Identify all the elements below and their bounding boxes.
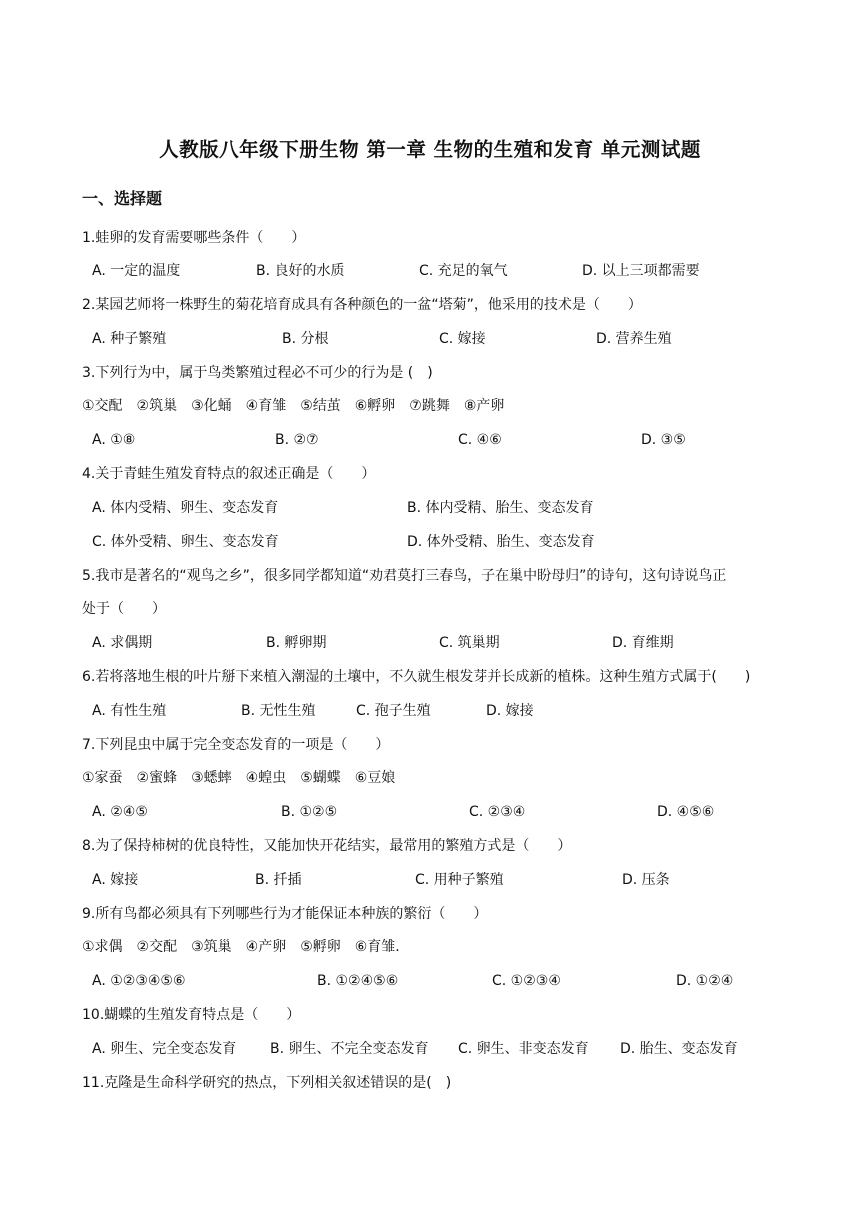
- section-heading: 一、选择题: [82, 189, 163, 208]
- question-stem: 2.某园艺师将一株野生的菊花培育成具有各种颜色的一盆“塔菊”，他采用的技术是（ ）: [82, 297, 642, 313]
- option-c: C. ④⑥: [458, 432, 502, 448]
- option-b: B. 无性生殖: [241, 703, 316, 719]
- question-stem: 5.我市是著名的“观鸟之乡”，很多同学都知道“劝君莫打三春鸟，子在巢中盼母归”的诗句，这句诗说鸟正: [82, 568, 727, 584]
- option-d: D. 营养生殖: [596, 331, 672, 347]
- option-a: A. ②④⑤: [92, 804, 148, 820]
- option-c: C. 充足的氧气: [419, 263, 508, 279]
- item-list: ①交配 ②筑巢 ③化蛹 ④育雏 ⑤结茧 ⑥孵卵 ⑦跳舞 ⑧产卵: [82, 398, 505, 414]
- question-stem: 10.蝴蝶的生殖发育特点是（ ）: [82, 1007, 301, 1023]
- option-d: D. ③⑤: [641, 432, 686, 448]
- option-d: D. 体外受精、胎生、变态发育: [407, 534, 595, 550]
- question-stem: 6.若将落地生根的叶片掰下来植入潮湿的土壤中，不久就生根发芽并长成新的植株。这种生殖方式属于( ): [82, 669, 751, 685]
- option-d: D. 嫁接: [486, 703, 534, 719]
- option-a: A. 种子繁殖: [92, 331, 167, 347]
- question-stem: 7.下列昆虫中属于完全变态发育的一项是（ ）: [82, 737, 390, 753]
- question-stem-continued: 处于（ ）: [82, 601, 166, 617]
- question-stem: 11.克隆是生命科学研究的热点，下列相关叙述错误的是( ): [82, 1075, 452, 1091]
- page-title: 人教版八年级下册生物 第一章 生物的生殖和发育 单元测试题: [159, 138, 701, 161]
- option-c: C. ②③④: [469, 804, 526, 820]
- option-d: D. 育维期: [612, 635, 674, 651]
- option-b: B. 分根: [282, 331, 329, 347]
- option-b: B. 扦插: [255, 872, 302, 888]
- option-a: A. ①⑧: [92, 432, 136, 448]
- option-a: A. 卵生、完全变态发育: [92, 1041, 237, 1057]
- question-stem: 9.所有鸟都必须具有下列哪些行为才能保证本种族的繁衍（ ）: [82, 906, 488, 922]
- question-stem: 3.下列行为中，属于鸟类繁殖过程必不可少的行为是 ( ): [82, 365, 433, 381]
- option-d: D. 胎生、变态发育: [620, 1041, 738, 1057]
- option-b: B. ①②⑤: [281, 804, 338, 820]
- option-b: B. 体内受精、胎生、变态发育: [407, 500, 594, 516]
- option-a: A. ①②③④⑤⑥: [92, 973, 186, 989]
- option-d: D. 以上三项都需要: [582, 263, 700, 279]
- option-d: D. ①②④: [676, 973, 734, 989]
- option-a: A. 有性生殖: [92, 703, 167, 719]
- option-a: A. 体内受精、卵生、变态发育: [92, 500, 279, 516]
- question-stem: 4.关于青蛙生殖发育特点的叙述正确是（ ）: [82, 466, 376, 482]
- option-b: B. 良好的水质: [256, 263, 345, 279]
- option-a: A. 求偶期: [92, 635, 153, 651]
- option-c: C. ①②③④: [492, 973, 561, 989]
- option-c: C. 用种子繁殖: [415, 872, 504, 888]
- option-a: A. 嫁接: [92, 872, 139, 888]
- option-b: B. 孵卵期: [266, 635, 327, 651]
- option-b: B. ②⑦: [275, 432, 319, 448]
- option-b: B. ①②④⑤⑥: [317, 973, 399, 989]
- option-c: C. 筑巢期: [439, 635, 500, 651]
- item-list: ①求偶 ②交配 ③筑巢 ④产卵 ⑤孵卵 ⑥育雏.: [82, 939, 400, 955]
- question-stem: 8.为了保持柿树的优良特性，又能加快开花结实，最常用的繁殖方式是（ ）: [82, 838, 572, 854]
- option-b: B. 卵生、不完全变态发育: [270, 1041, 429, 1057]
- option-c: C. 孢子生殖: [356, 703, 431, 719]
- option-a: A. 一定的温度: [92, 263, 181, 279]
- option-c: C. 体外受精、卵生、变态发育: [92, 534, 279, 550]
- option-c: C. 嫁接: [439, 331, 486, 347]
- question-stem: 1.蛙卵的发育需要哪些条件（ ）: [82, 230, 306, 246]
- option-d: D. ④⑤⑥: [657, 804, 715, 820]
- option-c: C. 卵生、非变态发育: [458, 1041, 589, 1057]
- option-d: D. 压条: [622, 872, 670, 888]
- item-list: ①家蚕 ②蜜蜂 ③蟋蟀 ④蝗虫 ⑤蝴蝶 ⑥豆娘: [82, 770, 396, 786]
